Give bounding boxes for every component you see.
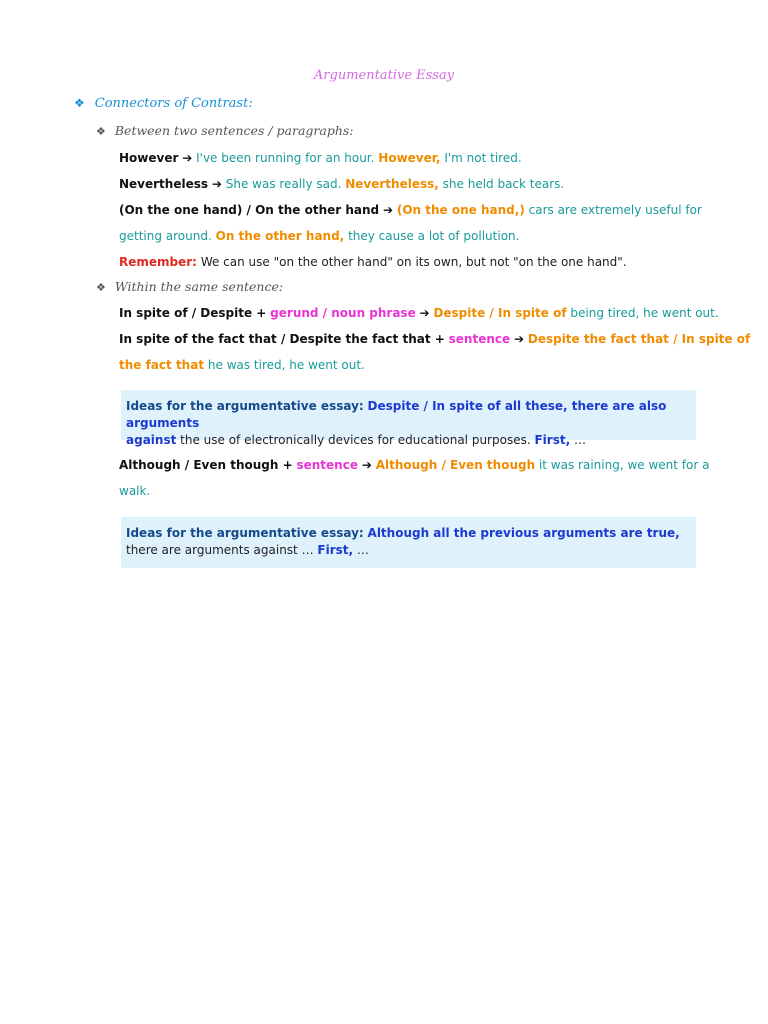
example-text: walk.	[119, 484, 151, 498]
idea-label: Ideas for the argumentative essay:	[126, 399, 364, 413]
example-text: I'm not tired.	[444, 151, 522, 165]
in-spite-of-fact-example-line2	[119, 352, 699, 378]
example-text: getting around.	[119, 229, 212, 243]
example-text: cars are extremely useful for	[528, 203, 702, 217]
grammar-form: gerund / noun phrase	[270, 306, 416, 320]
idea-text: there are arguments against …	[126, 543, 314, 557]
other-hand-example-line1	[119, 197, 702, 223]
highlight-connector: Despite / In spite of	[433, 306, 567, 320]
subsection-heading-between	[96, 123, 354, 138]
diamond-bullet-icon: ❖	[96, 125, 106, 138]
arrow-icon: ➔	[513, 332, 525, 346]
grammar-form: sentence	[448, 332, 511, 346]
highlight-connector: However,	[378, 151, 441, 165]
example-text: I've been running for an hour.	[196, 151, 375, 165]
arrow-icon: ➔	[382, 203, 394, 217]
connector-term: In spite of the fact that / Despite the fact that +	[119, 332, 445, 346]
example-text: being tired, he went out.	[570, 306, 719, 320]
example-text: She was really sad.	[225, 177, 342, 191]
example-text: he was tired, he went out.	[207, 358, 365, 372]
arrow-icon: ➔	[419, 306, 430, 320]
essay-idea-box-despite	[121, 390, 696, 447]
subsection-heading-text: Within the same sentence:	[114, 279, 284, 294]
example-text: it was raining, we went for a	[538, 458, 710, 472]
remember-text: We can use "on the other hand" on its own, but not "on the one hand".	[200, 255, 627, 269]
arrow-icon: ➔	[361, 458, 372, 472]
connector-term: In spite of / Despite +	[119, 306, 267, 320]
other-hand-example-line2	[119, 223, 699, 249]
idea-ellipsis: …	[573, 433, 586, 447]
highlight-connector: Nevertheless,	[345, 177, 439, 191]
idea-text: the use of electronically devices for educational purposes.	[180, 433, 531, 447]
arrow-icon: ➔	[182, 151, 193, 165]
idea-highlight: Despite / In spite of all these, there are also arguments	[126, 399, 667, 430]
idea-first: First,	[534, 433, 571, 447]
section-heading-text: Connectors of Contrast:	[94, 96, 253, 111]
diamond-bullet-icon: ❖	[74, 96, 85, 110]
idea-highlight: Although all the previous arguments are true,	[367, 526, 680, 540]
remember-note	[119, 249, 699, 275]
connector-term: Nevertheless	[119, 177, 209, 191]
highlight-connector: Despite the fact that / In spite of	[527, 332, 751, 346]
highlight-connector: (On the one hand,)	[396, 203, 525, 217]
idea-label: Ideas for the argumentative essay:	[126, 526, 364, 540]
idea-highlight: against	[126, 433, 177, 447]
subsection-heading-text: Between two sentences / paragraphs:	[114, 123, 354, 138]
diamond-bullet-icon: ❖	[96, 281, 106, 294]
connector-term: However	[119, 151, 179, 165]
essay-idea-box-although	[121, 517, 696, 568]
connector-term: (On the one hand) / On the other hand	[119, 203, 380, 217]
grammar-form: sentence	[296, 458, 358, 472]
example-text: they cause a lot of pollution.	[348, 229, 520, 243]
subsection-heading-within	[96, 279, 283, 294]
idea-ellipsis: …	[356, 543, 369, 557]
example-text: she held back tears.	[442, 177, 565, 191]
although-example-line2	[119, 478, 699, 504]
highlight-connector: the fact that	[119, 358, 205, 372]
idea-first: First,	[317, 543, 354, 557]
section-heading	[74, 96, 253, 111]
in-spite-of-fact-example-line1	[119, 326, 751, 352]
connector-term: Although / Even though +	[119, 458, 293, 472]
in-spite-of-example	[119, 300, 719, 326]
highlight-connector: Although / Even though	[375, 458, 536, 472]
arrow-icon: ➔	[211, 177, 222, 191]
although-example-line1	[119, 452, 710, 478]
remember-label: Remember:	[119, 255, 197, 269]
nevertheless-example	[119, 171, 699, 197]
page-title: Argumentative Essay	[313, 68, 455, 83]
highlight-connector: On the other hand,	[215, 229, 345, 243]
however-example	[119, 145, 699, 171]
